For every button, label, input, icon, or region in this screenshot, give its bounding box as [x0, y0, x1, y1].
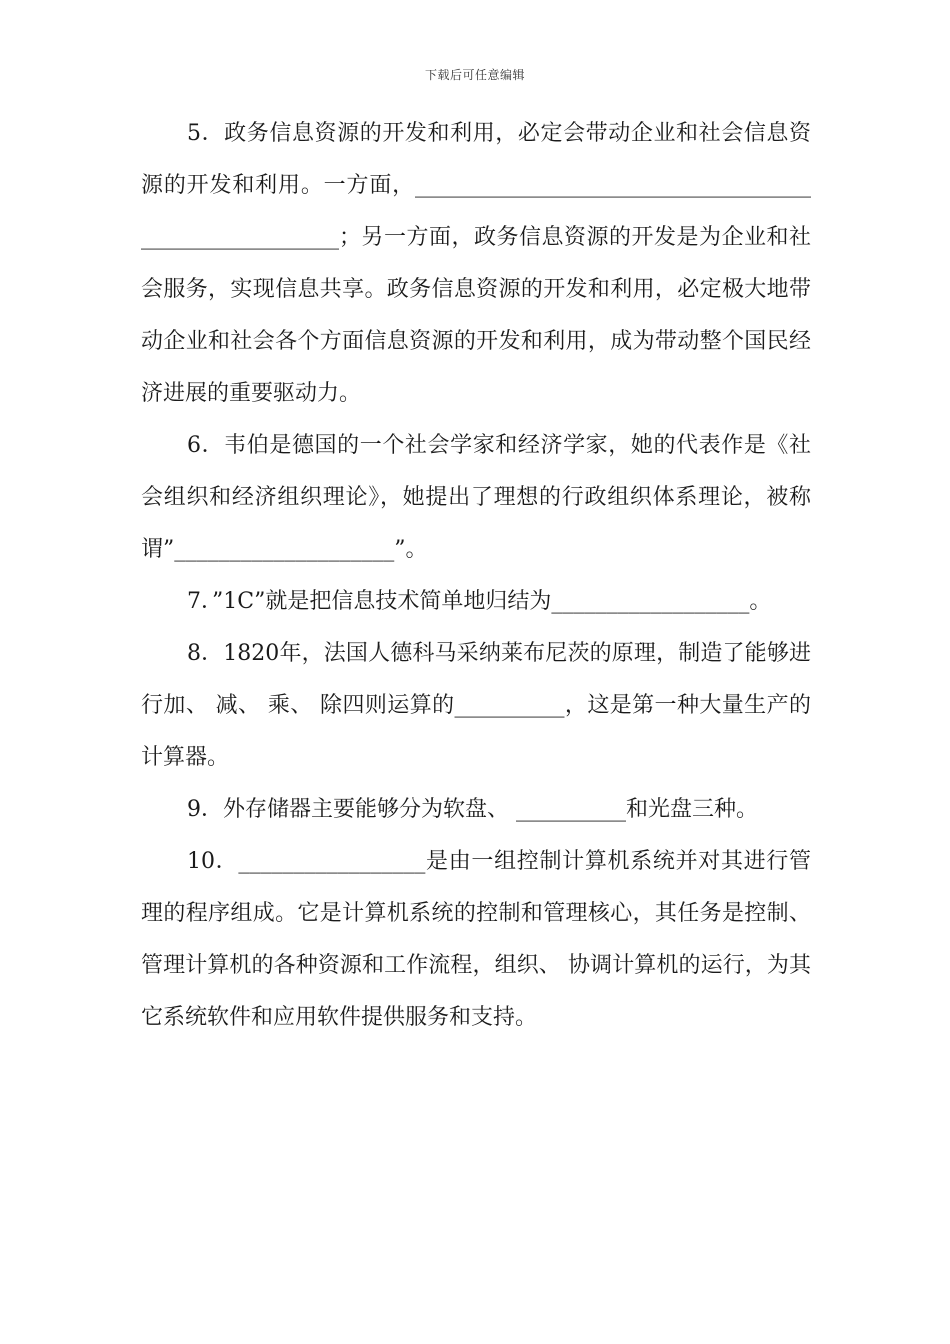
question-6: 6．韦伯是德国的一个社会学家和经济学家，她的代表作是《社会组织和经济组织理论》，她提出了理想的行政组织体系理论，被称谓”____________________”。	[141, 433, 811, 562]
question-10: 10．_________________是由一组控制计算机系统并对其进行管理的程序组成。它是计算机系统的控制和管理核心，其任务是控制、 管理计算机的各种资源和工作流程，组织、 协调计算机的运行，为其它系统软件和应用软件提供服务和支持。	[141, 849, 811, 1030]
question-9: 9．外存储器主要能够分为软盘、 __________和光盘三种。	[187, 797, 758, 822]
page-header: 下载后可任意编辑	[424, 68, 525, 82]
question-7: 7．”1C”就是把信息技术简单地归结为__________________。	[187, 589, 772, 614]
question-8: 8．1820年，法国人德科马采纳莱布尼茨的原理，制造了能够进行加、 减、 乘、 除四则运算的__________，这是第一种大量生产的计算器。	[141, 641, 811, 770]
question-list	[141, 108, 811, 1044]
question-5: 5．政务信息资源的开发和利用，必定会带动企业和社会信息资源的开发和利用。一方面，______________________________________________________；另一方面，政务信息资源的开发是为企业和社会服务，实现信息共享。政务信息资源的开发和利用，必定极大地带动企业和社会各个方面信息资源的开发和利用，成为带动整个国民经济进展的重要驱动力。	[141, 121, 811, 406]
